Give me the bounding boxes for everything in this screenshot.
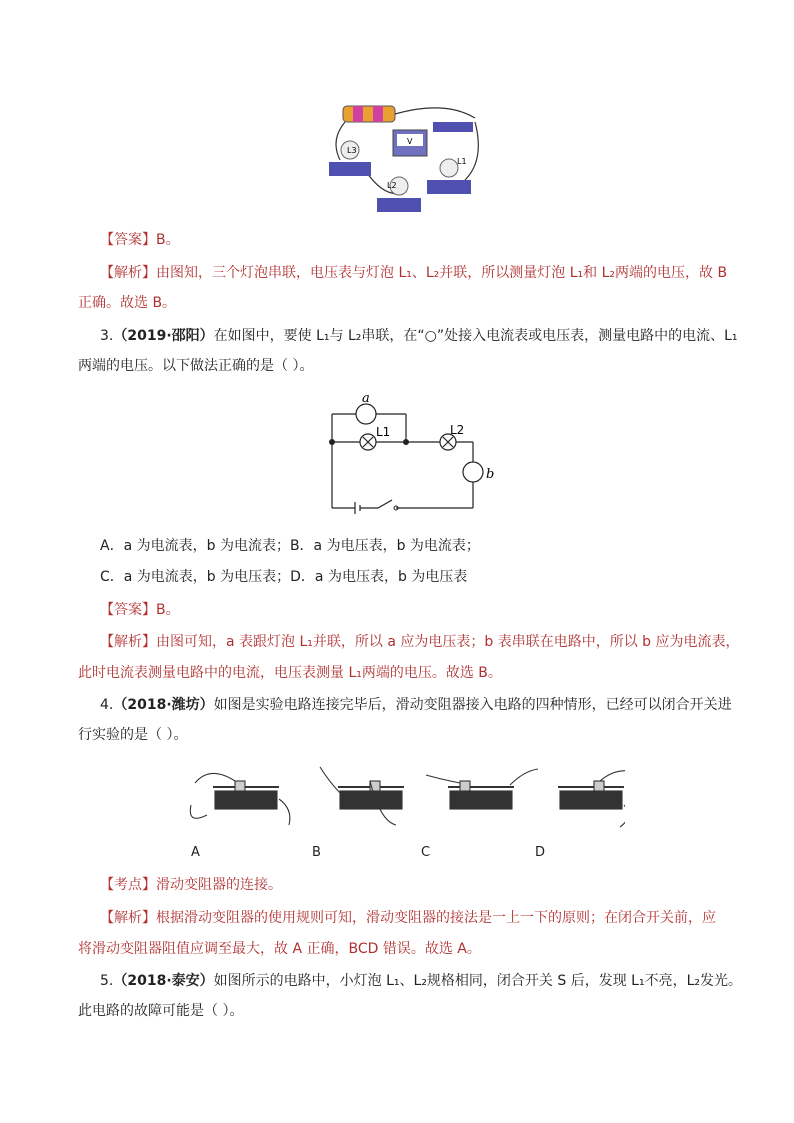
- q3-analysis-cont: 此时电流表测量电路中的电流，电压表测量 L₁两端的电压。故选 B。: [78, 665, 502, 681]
- q5-stem-cont: 此电路的故障可能是（ ）。: [78, 1003, 244, 1019]
- circuit-photo-figure: [325, 100, 485, 220]
- choice-label-a: A: [191, 845, 200, 860]
- q2-analysis-cont: 正确。故选 B。: [78, 295, 177, 311]
- q3-analysis: 【解析】由图可知，a 表跟灯泡 L₁并联，所以 a 应为电压表；b 表串联在电路中，所以 b 应为电流表，: [100, 634, 740, 650]
- q4-analysis-cont: 将滑动变阻器阻值应调至最大，故 A 正确，BCD 错误。故选 A。: [78, 941, 481, 957]
- choice-label-d: D: [535, 845, 546, 860]
- q3-stem-cont: 两端的电压。以下做法正确的是（ ）。: [78, 358, 314, 374]
- choice-label-c: C: [421, 845, 431, 860]
- q4-stem-cont: 行实验的是（ ）。: [78, 727, 188, 743]
- q3-options-1: A．a 为电流表，b 为电流表；B．a 为电压表，b 为电流表；: [100, 538, 480, 554]
- voltmeter-label: V: [407, 137, 413, 146]
- meter-a-label: a: [362, 391, 370, 406]
- q3-options-2: C．a 为电流表，b 为电压表；D．a 为电压表，b 为电压表: [100, 569, 468, 585]
- meter-b-label: b: [486, 467, 495, 482]
- q5-stem: 5.（2018·泰安）如图所示的电路中，小灯泡 L₁、L₂规格相同，闭合开关 S 后，发现 L₁不亮，L₂发光。: [100, 973, 742, 989]
- q3-circuit-diagram: [320, 390, 510, 520]
- rheostat-figures: [185, 765, 625, 835]
- q4-stem: 4.（2018·潍坊）如图是实验电路连接完毕后，滑动变阻器接入电路的四种情形，已经可以闭合开关进: [100, 697, 732, 713]
- lamp-label-l3: L3: [347, 146, 357, 155]
- lamp-label-l2: L2: [387, 181, 397, 190]
- q4-point: 【考点】滑动变阻器的连接。: [100, 877, 282, 893]
- q2-analysis: 【解析】由图知，三个灯泡串联，电压表与灯泡 L₁、L₂并联，所以测量灯泡 L₁和 L₂两端的电压，故 B: [100, 265, 728, 281]
- q3-answer: 【答案】B。: [100, 602, 180, 618]
- q4-analysis: 【解析】根据滑动变阻器的使用规则可知，滑动变阻器的接法是一上一下的原则；在闭合开关前，应: [100, 910, 716, 926]
- q3-stem: 3.（2019·邵阳）在如图中，要使 L₁与 L₂串联，在“○”处接入电流表或电压表，测量电路中的电流、L₁: [100, 328, 738, 344]
- lamp-label-l1: L1: [457, 157, 467, 166]
- q2-answer: 【答案】B。: [100, 232, 180, 248]
- lamp-l1-label: L1: [376, 425, 391, 439]
- lamp-l2-label: L2: [450, 423, 465, 437]
- choice-label-b: B: [312, 845, 321, 860]
